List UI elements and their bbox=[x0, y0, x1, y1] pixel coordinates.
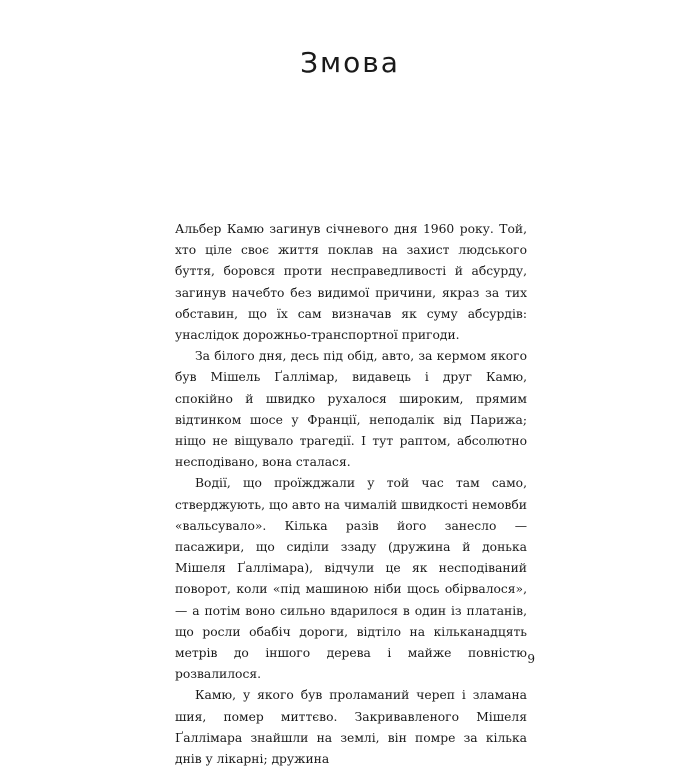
chapter-title: Змова bbox=[300, 46, 400, 79]
paragraph-1: Альбер Камю загинув січневого дня 1960 року. Той, хто ціле своє життя поклав на захист людського буття, боровся проти несправедливості й абсурду, загинув начебто без видимої причини, якраз за тих обставин, що їх сам визначав як суму абсурдів: унаслідок дорожньо-транспортної пригоди. bbox=[175, 222, 527, 343]
page-number: 9 bbox=[527, 652, 535, 666]
paragraph-4: Камю, у якого був проламаний череп і зламана шия, помер миттєво. Закривавленого Мішеля Ґаллімара знайшли на землі, він помре за кілька днів у лікарні; дружина bbox=[175, 688, 527, 767]
paragraph-2: За білого дня, десь під обід, авто, за кермом якого був Мішель Ґаллімар, видавець і друг Камю, спокійно й швидко рухалося широким, прямим відтинком шосе у Франції, неподалік від Парижа; ніщо не віщувало трагедії. І тут раптом, абсолютно несподівано, вона сталася. bbox=[175, 349, 527, 470]
paragraph-3: Водії, що проїжджали у той час там само, стверджують, що авто на чималій швидкості немовби «вальсувало». Кілька разів його занесло — пасажири, що сиділи ззаду (дружина й донька Мішеля Ґаллімара), відчули це як несподіваний поворот, коли «під машиною ніби щось обірвалося», — а потім воно сильно вдарилося в один із платанів, що росли обабіч дороги, відтіло на кільканадцять метрів до іншого дерева і майже повністю розвалилося. bbox=[175, 476, 527, 682]
body-text bbox=[175, 219, 527, 770]
